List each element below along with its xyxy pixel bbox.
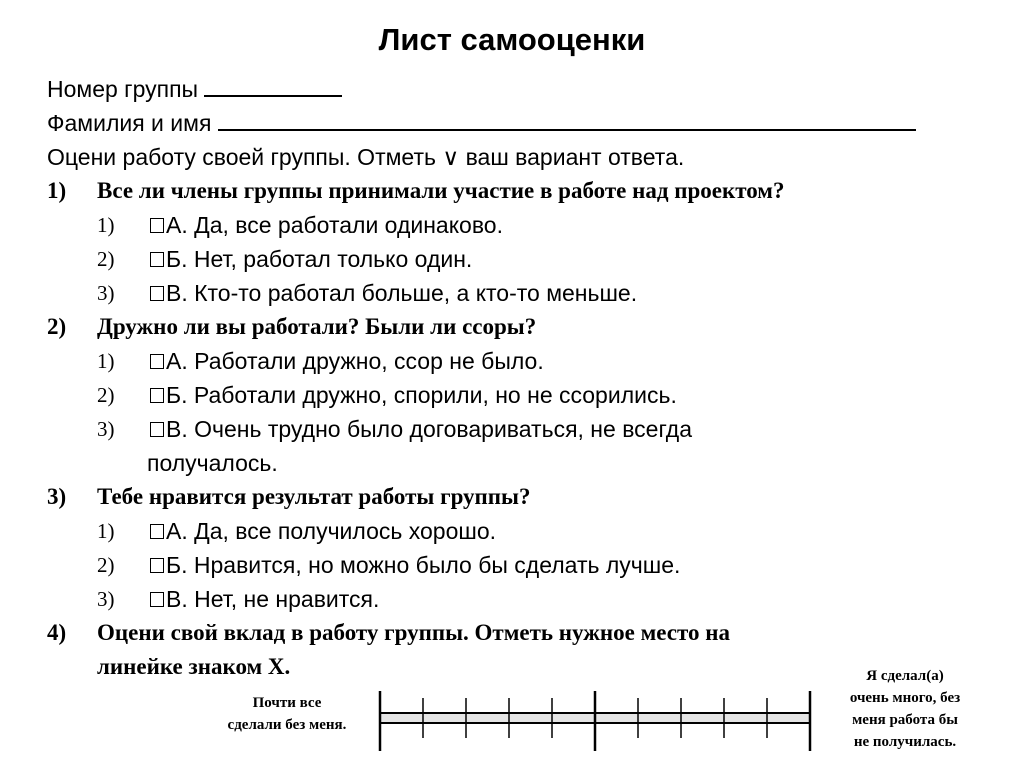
page-title: Лист самооценки [378,22,646,57]
answer-number: 2) [97,247,115,271]
answer-text: Б. Работали дружно, спорили, но не ссорились. [166,382,677,408]
scale-left-label-line: сделали без меня. [227,717,347,733]
name-blank[interactable] [218,107,916,131]
answer-number: 1) [97,349,115,373]
question-text: Тебе нравится результат работы группы? [97,484,531,509]
answer-text: В. Нет, не нравится. [166,586,380,612]
scale-left-label-line: Почти все [252,695,322,711]
group-number-blank[interactable] [204,73,342,97]
answer-number: 3) [97,281,115,305]
question-number: 1) [47,178,67,203]
answer-text: А. Да, все получилось хорошо. [166,518,496,544]
question-number: 4) [47,620,67,645]
answer-text: А. Работали дружно, ссор не было. [166,348,544,374]
checkbox[interactable] [150,524,164,539]
scale-right-label-line: Я сделал(а) [866,668,944,684]
instruction: Оцени работу своей группы. Отметь ∨ ваш вариант ответа. [47,144,685,170]
answer-number: 3) [97,417,115,441]
question-text: Все ли члены группы принимали участие в работе над проектом? [97,178,785,203]
answer-number: 2) [97,553,115,577]
question-text: линейке знаком Х. [97,654,291,679]
checkbox[interactable] [150,286,164,301]
checkbox[interactable] [150,388,164,403]
answer-text: В. Очень трудно было договариваться, не всегда [166,416,693,442]
question-number: 2) [47,314,67,339]
question-text: Дружно ли вы работали? Были ли ссоры? [97,314,537,339]
answer-text: Б. Нет, работал только один. [166,246,473,272]
group-number-label: Номер группы [47,76,199,102]
answer-text: Б. Нравится, но можно было бы сделать лучше. [166,552,681,578]
question-number: 3) [47,484,67,509]
answer-text: получалось. [147,450,278,476]
checkbox[interactable] [150,558,164,573]
question-text: Оцени свой вклад в работу группы. Отметь нужное место на [97,620,731,645]
checkbox[interactable] [150,218,164,233]
group-number-field [47,72,342,106]
answer-text: В. Кто-то работал больше, а кто-то меньше. [166,280,638,306]
name-field [47,106,916,140]
scale-left-label [212,692,362,736]
checkbox[interactable] [150,252,164,267]
checkbox[interactable] [150,592,164,607]
scale-right-label-line: меня работа бы [852,712,958,728]
checkbox[interactable] [150,354,164,369]
checkbox[interactable] [150,422,164,437]
answer-number: 3) [97,587,115,611]
answer-number: 2) [97,383,115,407]
scale-right-label-line: очень много, без [849,690,961,706]
scale-right-label-line: не получилась. [853,734,957,750]
answer-number: 1) [97,213,115,237]
answer-text: А. Да, все работали одинаково. [166,212,503,238]
name-label: Фамилия и имя [47,110,212,136]
scale-right-label [820,665,990,753]
answer-number: 1) [97,519,115,543]
contribution-scale[interactable] [370,688,820,754]
